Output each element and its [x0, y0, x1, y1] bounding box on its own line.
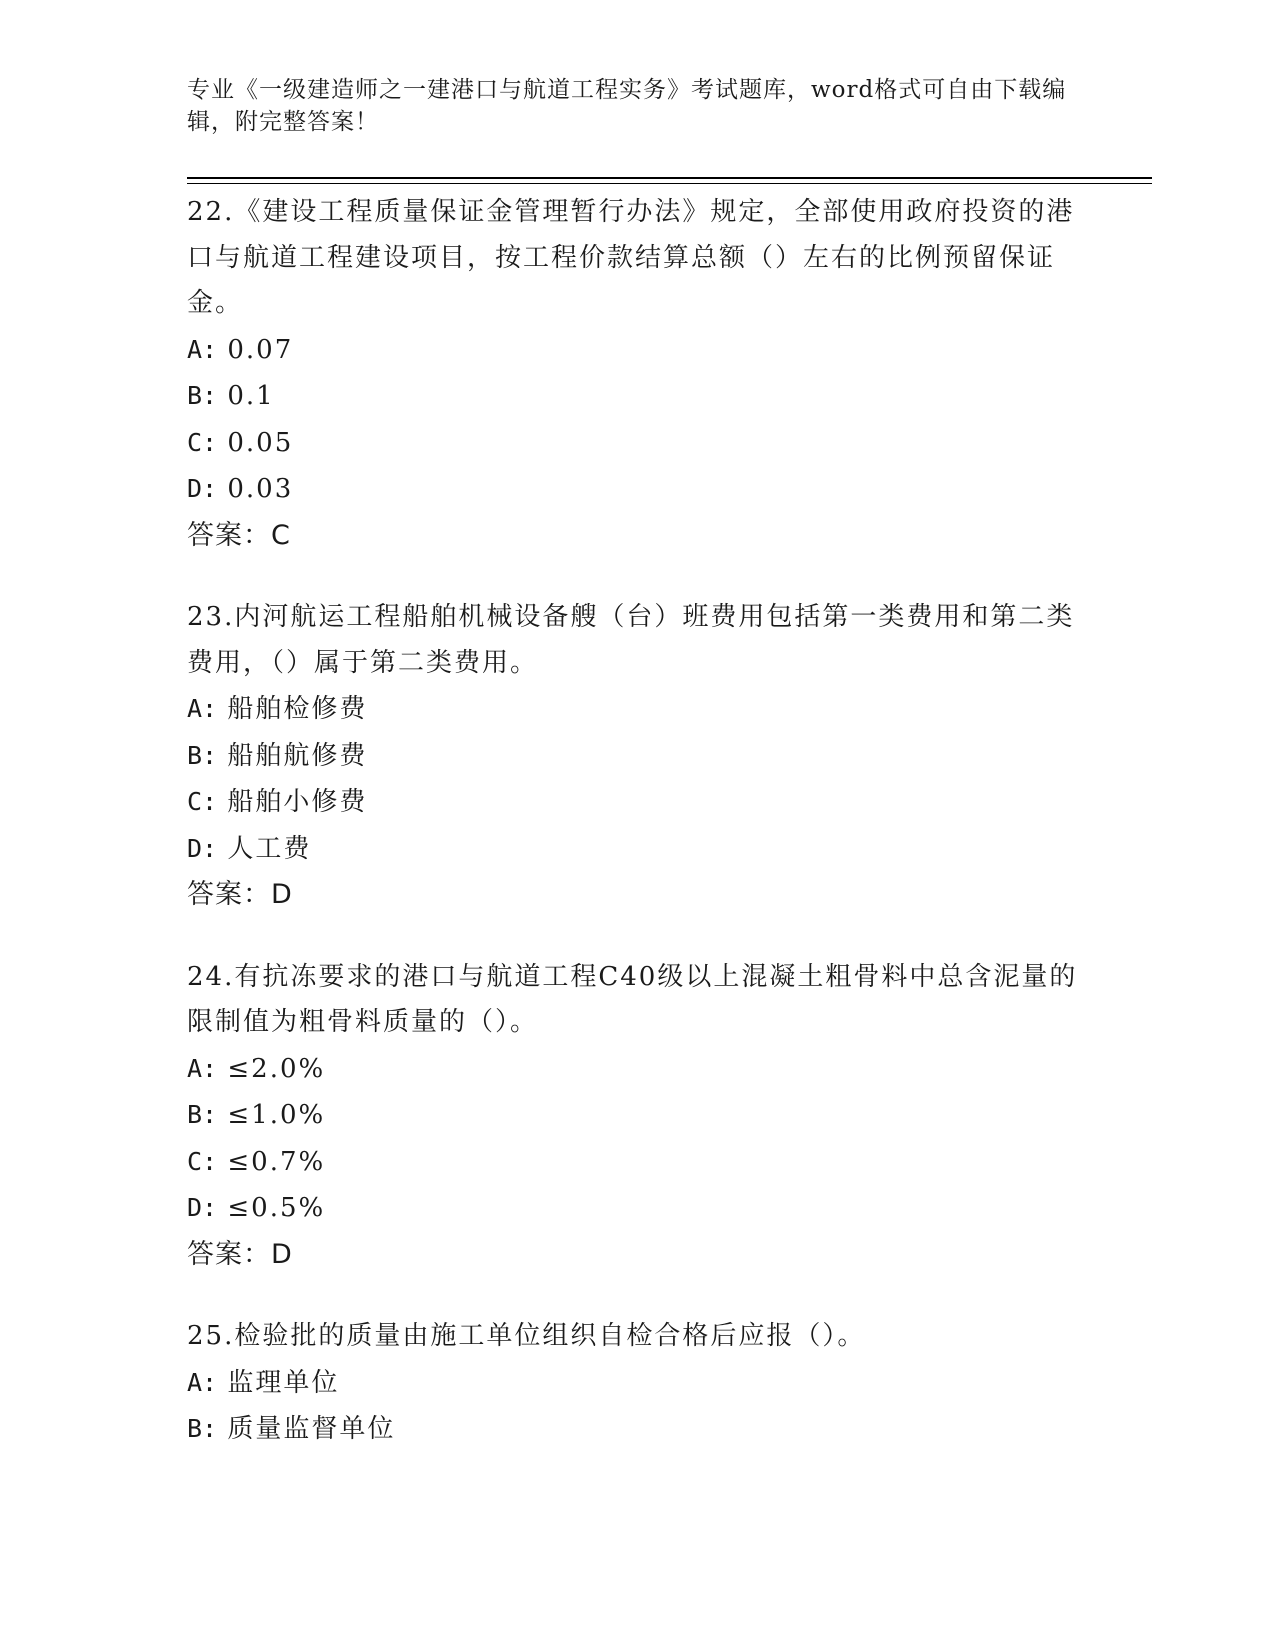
question-list [187, 190, 1087, 1490]
question-24 [187, 955, 1087, 1278]
option-text: ≤0.7% [227, 1146, 326, 1177]
option-text: ≤1.0% [227, 1100, 326, 1130]
option-letter: B: [187, 740, 218, 770]
question-text: 22.《建设工程质量保证金管理暂行办法》规定，全部使用政府投资的港口与航道工程建设项目，按工程价款结算总额（）左右的比例预留保证金。 [187, 197, 1075, 318]
option-a [187, 327, 1087, 374]
option-letter: C: [187, 1146, 218, 1176]
option-a [187, 686, 1087, 733]
option-letter: A: [187, 694, 218, 723]
option-text: 人工费 [227, 833, 312, 864]
option-c [187, 1139, 1087, 1186]
option-text: 0.07 [227, 334, 294, 365]
option-letter: A: [187, 1367, 218, 1397]
document-header: 专业《一级建造师之一建港口与航道工程实务》考试题库，word格式可自由下载编辑，附完整答案！ [187, 77, 1067, 135]
option-text: 0.05 [227, 427, 294, 458]
option-letter: A: [187, 334, 218, 364]
question-text: 24.有抗冻要求的港口与航道工程C40级以上混凝土粗骨料中总含泥量的限制值为粗骨料质量的（）。 [187, 961, 1078, 1037]
option-letter: A: [187, 1053, 218, 1083]
option-d [187, 1185, 1087, 1232]
answer-line: 答案：D [187, 1238, 293, 1270]
option-b [187, 733, 1087, 780]
option-letter: C: [187, 787, 218, 816]
question-23 [187, 595, 1087, 918]
option-letter: B: [187, 1100, 218, 1129]
option-letter: C: [187, 427, 218, 457]
option-b [187, 373, 1087, 420]
option-text: 船舶航修费 [227, 740, 368, 771]
header-divider-thin [187, 183, 1152, 184]
option-text: 船舶检修费 [227, 694, 368, 724]
option-d [187, 826, 1087, 873]
option-text: ≤2.0% [227, 1053, 326, 1084]
option-text: 监理单位 [227, 1367, 340, 1398]
option-text: 船舶小修费 [227, 787, 368, 817]
question-25 [187, 1314, 1087, 1453]
option-text: 0.03 [227, 474, 294, 504]
option-text: ≤0.5% [227, 1193, 326, 1223]
answer-line: 答案：C [187, 519, 291, 551]
question-text: 23.内河航运工程船舶机械设备艘（台）班费用包括第一类费用和第二类费用，（）属于第二类费用。 [187, 602, 1075, 678]
option-text: 0.1 [227, 381, 275, 411]
option-a [187, 1360, 1087, 1407]
option-b [187, 1406, 1087, 1453]
option-letter: D: [187, 474, 218, 503]
option-text: 质量监督单位 [227, 1414, 396, 1444]
option-letter: B: [187, 1414, 218, 1443]
question-text: 25.检验批的质量由施工单位组织自检合格后应报（）。 [187, 1321, 866, 1351]
option-c [187, 420, 1087, 467]
question-22 [187, 190, 1087, 558]
option-a [187, 1046, 1087, 1093]
answer-line: 答案：D [187, 879, 293, 910]
option-c [187, 779, 1087, 826]
option-b [187, 1092, 1087, 1139]
header-divider-thick [187, 177, 1152, 179]
option-letter: D: [187, 833, 218, 863]
option-d [187, 466, 1087, 513]
option-letter: B: [187, 381, 218, 410]
option-letter: D: [187, 1193, 218, 1222]
